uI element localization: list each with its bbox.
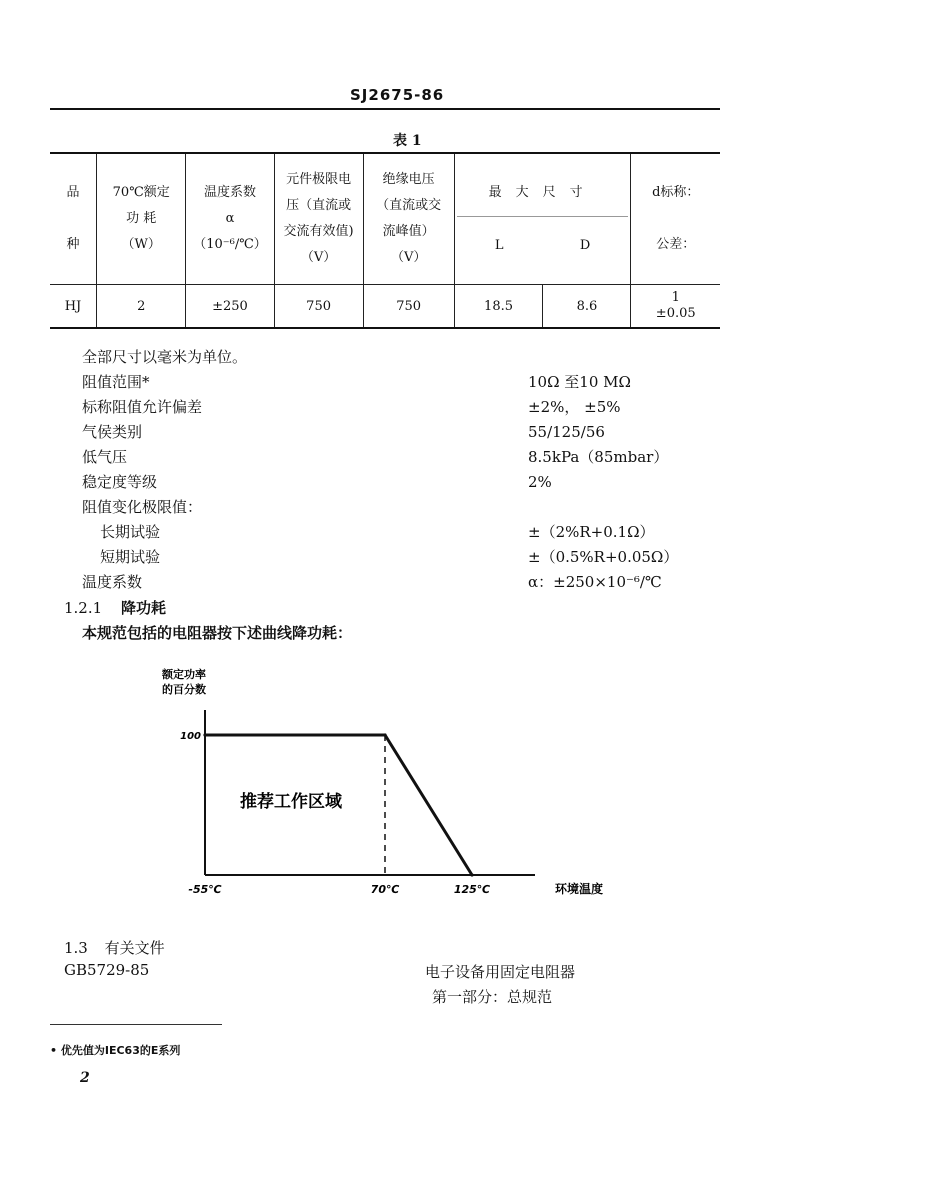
data-point <box>470 873 473 876</box>
spec-value: 10Ω 至10 MΩ <box>528 373 631 391</box>
header-dim-L: L <box>494 237 504 253</box>
header-d-line: 公差： <box>656 237 696 252</box>
cell-type: HJ <box>50 285 96 329</box>
header-type-line: 品 <box>66 185 80 200</box>
spec-value: α：±250×10⁻⁶/℃ <box>528 573 662 591</box>
table-header-row <box>50 153 720 285</box>
header-max-dimensions-title: 最大尺寸 <box>488 184 597 200</box>
chart-layer <box>161 667 603 896</box>
spec-value: 55/125/56 <box>528 423 605 441</box>
cell-insulation: 750 <box>363 285 454 329</box>
derating-chart <box>160 660 630 910</box>
header-type-line: 种 <box>66 237 80 252</box>
header-rule <box>50 108 720 110</box>
spec-label: 温度系数 <box>82 573 143 591</box>
document-code: SJ2675-86 <box>350 86 445 104</box>
header-insulation-line: 流峰值） <box>382 224 435 239</box>
section-title: 有关文件 <box>104 939 165 957</box>
spec-label: 阻值变化极限值： <box>82 498 203 516</box>
cell-L: 18.5 <box>454 285 543 329</box>
header-limit-voltage-line: 交流有效值) <box>283 224 354 239</box>
dimension-note: 全部尺寸以毫米为单位。 <box>82 348 248 366</box>
spec-value: 8.5kPa（85mbar） <box>528 448 669 466</box>
x-axis-label: 环境温度 <box>555 882 604 896</box>
section-number: 1.3 <box>64 939 88 957</box>
y-axis-label: 额定功率 <box>162 668 206 681</box>
related-doc-code: GB5729-85 <box>64 961 150 979</box>
spec-label: 长期试验 <box>100 523 161 541</box>
y-axis-label: 的百分数 <box>162 683 206 696</box>
spec-label: 气侯类别 <box>82 423 143 441</box>
spec-label: 低气压 <box>82 448 128 466</box>
y-tick-label: 100 <box>180 731 201 742</box>
header-limit-voltage <box>274 153 363 285</box>
spec-label: 稳定度等级 <box>82 473 158 491</box>
section-121-heading <box>64 597 166 618</box>
spec-value: ±2%， ±5% <box>528 398 621 416</box>
spec-value: 2% <box>528 473 552 491</box>
header-type <box>50 153 96 285</box>
header-temp-coef <box>186 153 274 285</box>
x-tick-label: -55℃ <box>188 883 222 896</box>
section-13-heading <box>64 937 165 958</box>
cell-D: 8.6 <box>543 285 631 329</box>
header-insulation-line: 绝缘电压 <box>382 172 435 187</box>
data-point <box>203 733 206 736</box>
header-limit-voltage-line: 元件极限电 <box>286 172 352 187</box>
x-tick-label: 125℃ <box>453 883 491 896</box>
spec-label: 标称阻值允许偏差 <box>82 398 203 416</box>
spec-value <box>528 495 678 520</box>
page-number: 2 <box>80 1070 90 1086</box>
footnote: • 优先值为IEC63的E系列 <box>50 1044 181 1057</box>
header-dim-D: D <box>579 237 591 253</box>
spec-value: ±（0.5%R+0.05Ω） <box>528 548 679 566</box>
spec-value: ±（2%R+0.1Ω） <box>528 523 655 541</box>
spec-labels <box>82 345 247 595</box>
spec-table <box>50 152 720 329</box>
header-power-line: 70℃额定 <box>112 185 170 200</box>
spec-values <box>528 345 678 595</box>
header-power-line: 功 耗 <box>126 211 157 226</box>
header-dim-subcols <box>457 216 629 259</box>
section-121-text: 本规范包括的电阻器按下述曲线降功耗： <box>82 624 353 642</box>
related-doc-subtitle: 第一部分：总规范 <box>432 988 553 1006</box>
spec-label: 阻值范围* <box>82 373 150 391</box>
table-title: 表 1 <box>393 133 422 149</box>
cell-d-nominal: 1 <box>671 290 680 305</box>
header-max-dimensions <box>454 153 631 285</box>
footnote-rule <box>50 1024 222 1025</box>
cell-limit-voltage: 750 <box>274 285 363 329</box>
header-limit-voltage-line: （V） <box>300 250 337 265</box>
header-limit-voltage-line: 压（直流或 <box>286 198 352 213</box>
header-insulation-line: （V） <box>390 250 427 265</box>
header-insulation <box>363 153 454 285</box>
header-d <box>631 153 720 285</box>
section-title: 降功耗 <box>120 599 166 617</box>
header-temp-coef-line: （10⁻⁶/℃） <box>193 237 267 252</box>
spec-label: 短期试验 <box>100 548 161 566</box>
x-tick-label: 70℃ <box>370 883 400 896</box>
cell-d-tolerance: ±0.05 <box>655 306 696 321</box>
header-temp-coef-line: 温度系数 <box>203 185 256 200</box>
header-power <box>96 153 185 285</box>
cell-temp-coef: ±250 <box>186 285 274 329</box>
header-temp-coef-line: α <box>225 211 235 226</box>
header-d-line: d标称： <box>652 185 700 200</box>
header-power-line: （W） <box>121 237 161 252</box>
header-insulation-line: （直流或交 <box>376 198 442 213</box>
section-number: 1.2.1 <box>64 599 103 617</box>
cell-d <box>631 285 720 329</box>
cell-power: 2 <box>96 285 185 329</box>
region-annotation: 推荐工作区域 <box>240 792 342 812</box>
table-row <box>50 285 720 329</box>
related-doc-title: 电子设备用固定电阻器 <box>425 963 576 981</box>
